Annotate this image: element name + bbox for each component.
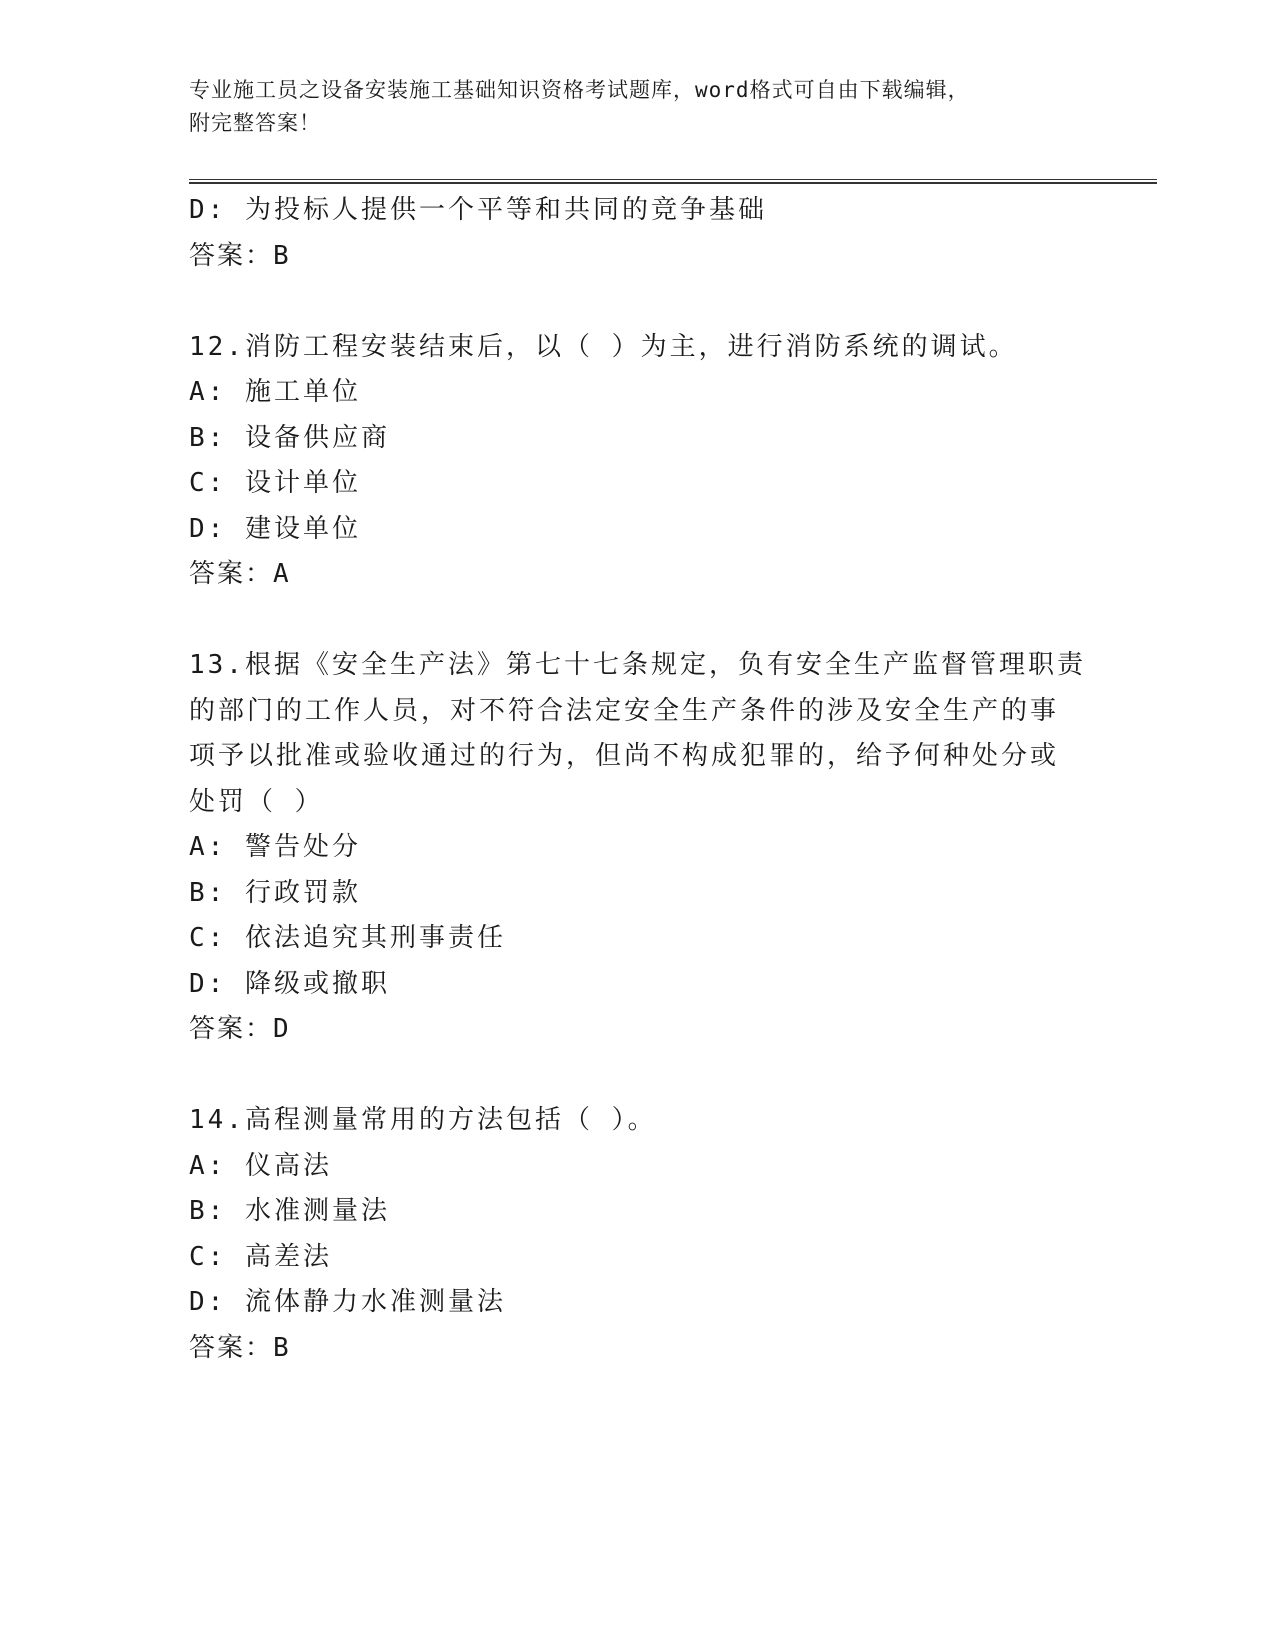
answer-line: 答案：D [189,1014,291,1044]
option-a: A: 仪高法 [189,1150,332,1181]
option-c: C: 依法追究其刑事责任 [189,923,506,953]
option-b: B: 水准测量法 [189,1196,390,1226]
document-header [189,74,1089,140]
option-d: D: 为投标人提供一个平等和共同的竞争基础 [189,195,767,225]
option-c: C: 高差法 [189,1241,332,1272]
answer-line: 答案：B [189,240,291,271]
spacer [189,279,1129,325]
option-b: B: 行政罚款 [189,877,361,908]
header-line-1: 专业施工员之设备安装施工基础知识资格考试题库，word格式可自由下载编辑， [189,78,970,102]
header-line-2: 附完整答案！ [189,111,321,135]
previous-question-tail [189,188,1129,279]
spacer [189,1053,1129,1099]
question-text-line-3: 项予以批准或验收通过的行为，但尚不构成犯罪的，给予何种处分或 [189,741,1060,771]
option-b: B: 设备供应商 [189,422,390,453]
question-14 [189,1098,1129,1371]
question-text-line-4: 处罚（ ） [189,786,324,817]
answer-line: 答案：B [189,1332,291,1363]
spacer [189,598,1129,644]
option-d: D: 流体静力水准测量法 [189,1287,506,1317]
question-content [189,188,1129,1371]
header-divider [189,179,1157,184]
question-text-line-1: 13.根据《安全生产法》第七十七条规定，负有安全生产监督管理职责 [189,650,1086,680]
option-d: D: 建设单位 [189,513,361,544]
question-text-line-2: 的部门的工作人员，对不符合法定安全生产条件的涉及安全生产的事 [189,695,1060,726]
option-d: D: 降级或撤职 [189,968,390,999]
question-13 [189,643,1129,1053]
question-12 [189,325,1129,598]
question-text: 14.高程测量常用的方法包括（ ）。 [189,1105,657,1135]
option-c: C: 设计单位 [189,468,361,498]
question-text: 12.消防工程安装结束后，以（ ）为主，进行消防系统的调试。 [189,331,1018,362]
option-a: A: 施工单位 [189,377,361,407]
answer-line: 答案：A [189,559,291,589]
option-a: A: 警告处分 [189,832,361,862]
